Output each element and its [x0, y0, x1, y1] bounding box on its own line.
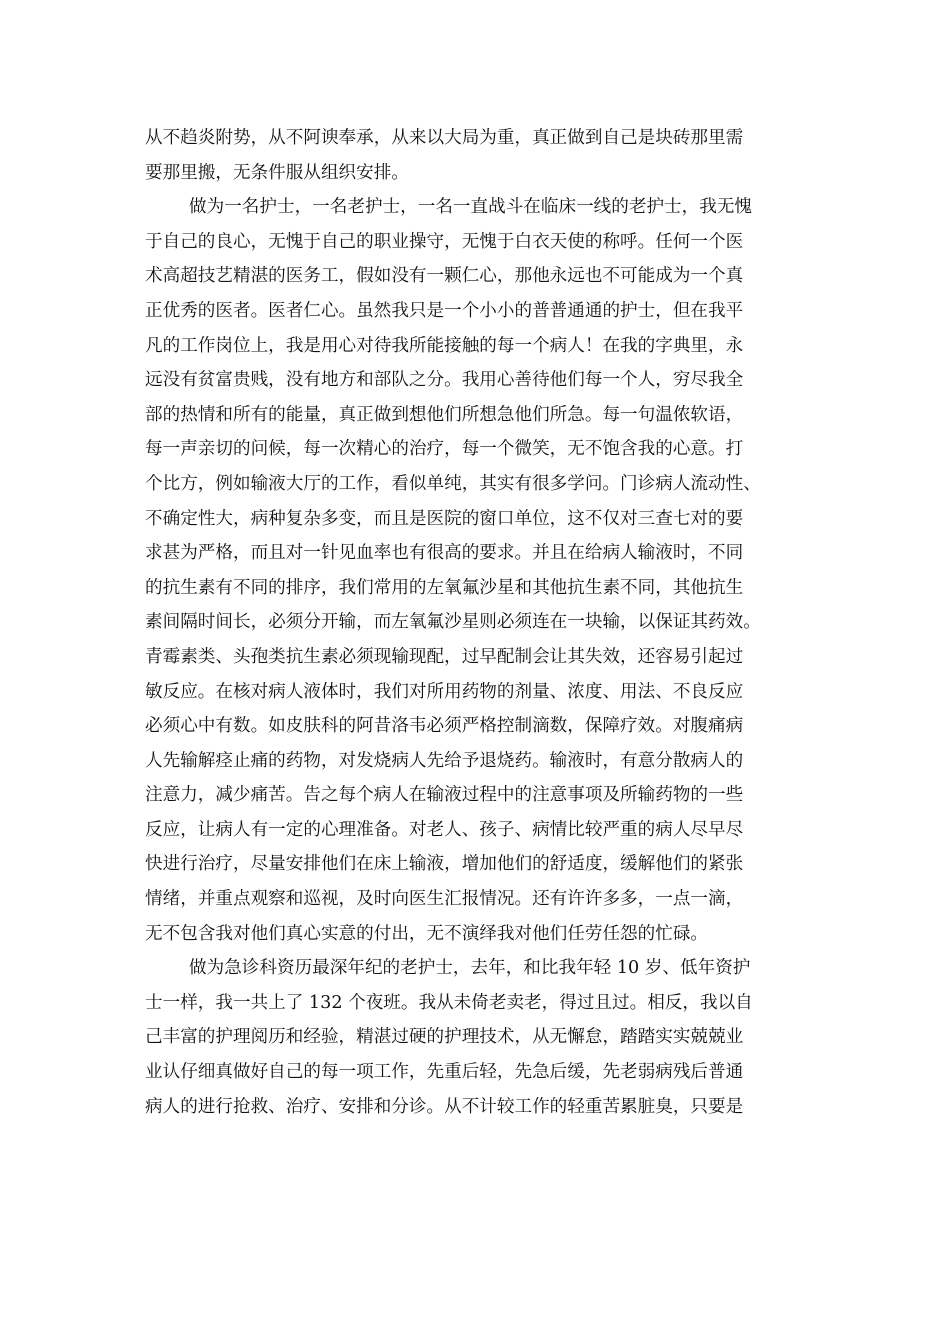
- text-line: 青霉素类、头孢类抗生素必须现输现配，过早配制会让其失效，还容易引起过: [145, 646, 744, 667]
- text-line: 每一声亲切的问候，每一次精心的治疗，每一个微笑，无不饱含我的心意。打: [145, 439, 744, 460]
- text-line: 从不趋炎附势，从不阿谀奉承，从来以大局为重，真正做到自己是块砖那里需: [145, 128, 744, 148]
- text-line: 不确定性大，病种复杂多变，而且是医院的窗口单位，这不仅对三查七对的要: [145, 508, 744, 529]
- text-line: 术高超技艺精湛的医务工，假如没有一颗仁心，那他永远也不可能成为一个真: [145, 266, 744, 287]
- text-line: 部的热情和所有的能量，真正做到想他们所想急他们所急。每一句温侬软语，: [145, 404, 744, 425]
- text-line: 要那里搬，无条件服从组织安排。: [145, 162, 409, 183]
- text-line: 素间隔时间长，必须分开输，而左氧氟沙星则必须连在一块输，以保证其药效。: [145, 612, 761, 633]
- text-line: 情绪，并重点观察和巡视，及时向医生汇报情况。还有许许多多，一点一滴，: [145, 889, 744, 910]
- text-line: 个比方，例如输液大厅的工作，看似单纯，其实有很多学问。门诊病人流动性、: [145, 473, 761, 494]
- text-line: 的抗生素有不同的排序，我们常用的左氧氟沙星和其他抗生素不同，其他抗生: [145, 577, 744, 598]
- document-body: [145, 121, 810, 1124]
- text-line: 反应，让病人有一定的心理准备。对老人、孩子、病情比较严重的病人尽早尽: [145, 819, 744, 840]
- text-line: 敏反应。在核对病人液体时，我们对所用药物的剂量、浓度、用法、不良反应: [145, 681, 744, 702]
- text-line: 必须心中有数。如皮肤科的阿昔洛韦必须严格控制滴数，保障疗效。对腹痛病: [145, 716, 744, 737]
- paragraph-first-line: 做为一名护士，一名老护士，一名一直战斗在临床一线的老护士，我无愧: [189, 197, 753, 218]
- text-line: 病人的进行抢救、治疗、安排和分诊。从不计较工作的轻重苦累脏臭，只要是: [145, 1096, 744, 1117]
- text-line: 无不包含我对他们真心实意的付出，无不演绎我对他们任劳任怨的忙碌。: [145, 923, 709, 944]
- text-line: 远没有贫富贵贱，没有地方和部队之分。我用心善待他们每一个人，穷尽我全: [145, 370, 744, 391]
- text-line: 士一样，我一共上了 132 个夜班。我从未倚老卖老，得过且过。相反，我以自: [145, 992, 753, 1013]
- text-line: 快进行治疗，尽量安排他们在床上输液，增加他们的舒适度，缓解他们的紧张: [145, 854, 744, 875]
- text-line: 人先输解痉止痛的药物，对发烧病人先给予退烧药。输液时，有意分散病人的: [145, 750, 744, 771]
- paragraph-first-line: 做为急诊科资历最深年纪的老护士，去年，和比我年轻 10 岁、低年资护: [189, 958, 751, 979]
- text-line: 己丰富的护理阅历和经验，精湛过硬的护理技术，从无懈怠，踏踏实实兢兢业: [145, 1027, 744, 1048]
- text-line: 业认仔细真做好自己的每一项工作，先重后轻，先急后缓，先老弱病残后普通: [145, 1062, 744, 1083]
- text-line: 注意力，减少痛苦。告之每个病人在输液过程中的注意事项及所输药物的一些: [145, 785, 744, 806]
- text-line: 于自己的良心，无愧于自己的职业操守，无愧于白衣天使的称呼。任何一个医: [145, 231, 744, 252]
- text-line: 凡的工作岗位上，我是用心对待我所能接触的每一个病人！在我的字典里，永: [145, 335, 744, 356]
- text-line: 求甚为严格，而且对一针见血率也有很高的要求。并且在给病人输液时，不同: [145, 543, 744, 564]
- text-line: 正优秀的医者。医者仁心。虽然我只是一个小小的普普通通的护士，但在我平: [145, 300, 744, 321]
